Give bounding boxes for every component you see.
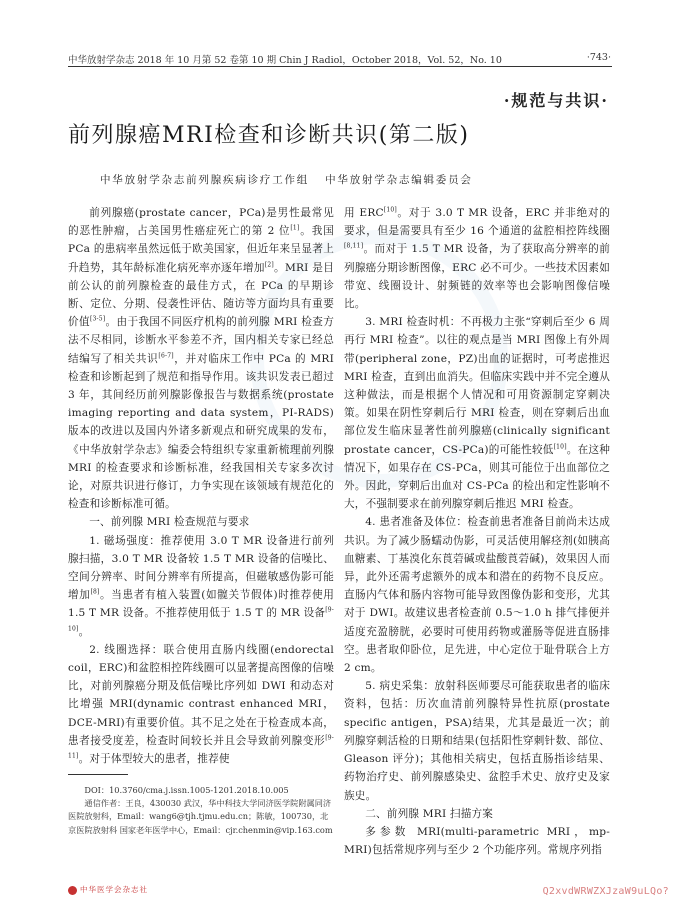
author-group-2: 中华放射学杂志编辑委员会: [325, 174, 473, 186]
citation[interactable]: [8]: [90, 588, 100, 596]
corresponding-author: 通信作者：王良，430030 武汉，华中科技大学同济医学院附属同济医院放射科，Email：wang6@tjh.tjmu.edu.cn；陈敏，100730，北京医院放射科 国家老年医学中心，Email：cjr.chenmin@vip.163.com: [68, 798, 333, 835]
section-heading-2: 二、前列腺 MRI 扫描方案: [365, 807, 494, 820]
left-column: [68, 204, 334, 768]
citation[interactable]: [9-10]: [68, 606, 334, 633]
paragraph-patient-prep: 4. 患者准备及体位：检查前患者准备目前尚未达成共识。为了减少肠蠕动伪影，可灵活使用解痉剂(如胰高血糖素、丁基溴化东莨菪碱或盐酸莨菪碱)，效果因人而异，此外还需考虑额外的成本和潜在的药物不良反应。直肠内气体和肠内容物可能导致图像伪影和变形，尤其对于 DWI。故建议患者检查前 0.5～1.0 h 排气排便并适度充盈膀胱，必要时可使用药物或灌肠等促进直肠排空。患者取仰卧位，足先进，中心定位于耻骨联合上方 2 cm。: [344, 516, 610, 675]
section-heading-1: 一、前列腺 MRI 检查规范与要求: [89, 516, 250, 529]
journal-header: 中华放射学杂志 2018 年 10 月第 52 卷第 10 期 Chin J Radiol，October 2018，Vol. 52，No. 10: [68, 55, 502, 66]
citation[interactable]: [8,11]: [344, 242, 364, 250]
paragraph-field-strength: 1. 磁场强度：推荐使用 3.0 T MR 设备进行前列腺扫描，3.0 T MR 设备较 1.5 T MR 设备的信噪比、空间分辨率、时间分辨率有所提高，但磁敏感伪影可能增加[8]。当患者有植入装置(如髋关节假体)时推荐使用 1.5 T MR 设备。不推荐使用低于 1.5 T 的 MR 设备[9-10]。: [68, 534, 334, 638]
citation[interactable]: [3-5]: [89, 315, 106, 323]
section-tag: ·规范与共识·: [503, 91, 609, 110]
doi[interactable]: DOI：10.3760/cma.j.issn.1005-1201.2018.10.005: [84, 785, 289, 795]
footnote-rule: [68, 774, 128, 775]
footer-code: Q2xvdWRWZXJzaW9uLQo?: [542, 886, 669, 897]
paragraph-history: 5. 病史采集：放射科医师要尽可能获取患者的临床资料，包括：历次血清前列腺特异性抗原(prostate specific antigen，PSA)结果，尤其是最近一次；前列腺穿刺活检的日期和结果(包括阳性穿刺针数、部位、Gleason 评分)；其他相关病史，包括直肠指诊结果、药物治疗史、前列腺感染史、盆腔手术史、放疗史及家族史。: [344, 680, 610, 802]
author-group-1: 中华放射学杂志前列腺疾病诊疗工作组: [100, 174, 310, 186]
paragraph-exam-timing: 3. MRI 检查时机：不再极力主张“穿刺后至少 6 周再行 MRI 检查”。以往的观点是当 MRI 图像上有外周带(peripheral zone，PZ)出血的证据时，可考虑推迟 MRI 检查，直到出血消失。但临床实践中并不完全遵从这种做法，而是根据个人情况和可用资源制定穿刺决策。如果在阴性穿刺后行 MRI 检查，则在穿刺后出血部位发生临床显著性前列腺癌(clinically significant prostate cancer，CS-PCa)的可能性较低[10]。在这种情况下，如果存在 CS-PCa，则其可能位于出血部位之外。因此，穿刺后出血对 CS-PCa 的检出和定性影响不大，不强制要求在前列腺穿刺后推迟 MRI 检查。: [344, 316, 610, 511]
article-title: 前列腺癌MRI检查和诊断共识(第二版): [68, 123, 470, 148]
citation[interactable]: [6-7]: [158, 352, 174, 360]
authors: [100, 172, 473, 187]
paragraph-protocol: 多参数 MRI(multi-parametric MRI，mp-MRI)包括常规序列与至少 2 个功能序列。常规序列指: [344, 825, 610, 857]
header-rule: [68, 66, 612, 67]
citation[interactable]: [9-11]: [68, 734, 334, 760]
page-number: ·743·: [586, 52, 611, 63]
citation[interactable]: [1]: [290, 224, 300, 232]
intro-paragraph: 前列腺癌(prostate cancer，PCa)是男性最常见的恶性肿瘤，占美国男性癌症死亡的第 2 位[1]。我国 PCa 的患病率虽然远低于欧美国家，但近年来呈显著上升趋势，其年龄标准化病死率亦逐年增加[2]。MRI 是目前公认的前列腺检查的最佳方式，在 PCa 的早期诊断、定位、分期、侵袭性评估、随访等方面均具有重要价值[3-5]。由于我国不同医疗机构的前列腺 MRI 检查方法不尽相同，诊断水平参差不齐，国内相关专家已经总结编写了相关共识[6-7]，并对临床工作中 PCa 的 MRI 检查和诊断起到了规范和指导作用。该共识发表已超过 3 年，其间经历前列腺影像报告与数据系统(prostate imaging reporting and data system，PI-RADS)版本的改进以及国内外诸多新观点和研究成果的发布，《中华放射学杂志》编委会特组织专家重新梳理前列腺 MRI 的检查要求和诊断标准，经我国相关专家多次讨论，对原共识进行修订，力争实现在该领域有规范化的检查和诊断标准可循。: [68, 207, 335, 511]
citation[interactable]: [2]: [264, 261, 274, 269]
citation[interactable]: [10]: [553, 443, 567, 451]
paragraph-coil-continued: 用 ERC[10]。对于 3.0 T MR 设备，ERC 并非绝对的要求，但是需要具有至少 16 个通道的盆腔相控阵线圈[8,11]。而对于 1.5 T MR 设备，为了获取高分辨率的前列腺癌分期诊断图像，ERC 必不可少。一些技术因素如带宽、线圈设计、射频链的效率等也会影响图像信噪比。: [344, 206, 610, 311]
right-column: [344, 204, 610, 859]
publisher-logo: 中华医学会杂志社: [68, 884, 148, 895]
paragraph-coil-selection: 2. 线圈选择：联合使用直肠内线圈(endorectal coil，ERC)和盆腔相控阵线圈可以显著提高图像的信噪比，对前列腺癌分期及低信噪比序列如 DWI 和动态对比增强 MRI(dynamic contrast enhanced MRI，DCE-MRI)有重要价值。其不足之处在于检查成本高，患者接受度差，检查时间较长并且会导致前列腺变形[9-11]。对于体型较大的患者，推荐使: [68, 643, 334, 766]
footnote: [68, 784, 334, 837]
publisher-mark-icon: [68, 886, 77, 895]
citation[interactable]: [10]: [383, 206, 397, 214]
